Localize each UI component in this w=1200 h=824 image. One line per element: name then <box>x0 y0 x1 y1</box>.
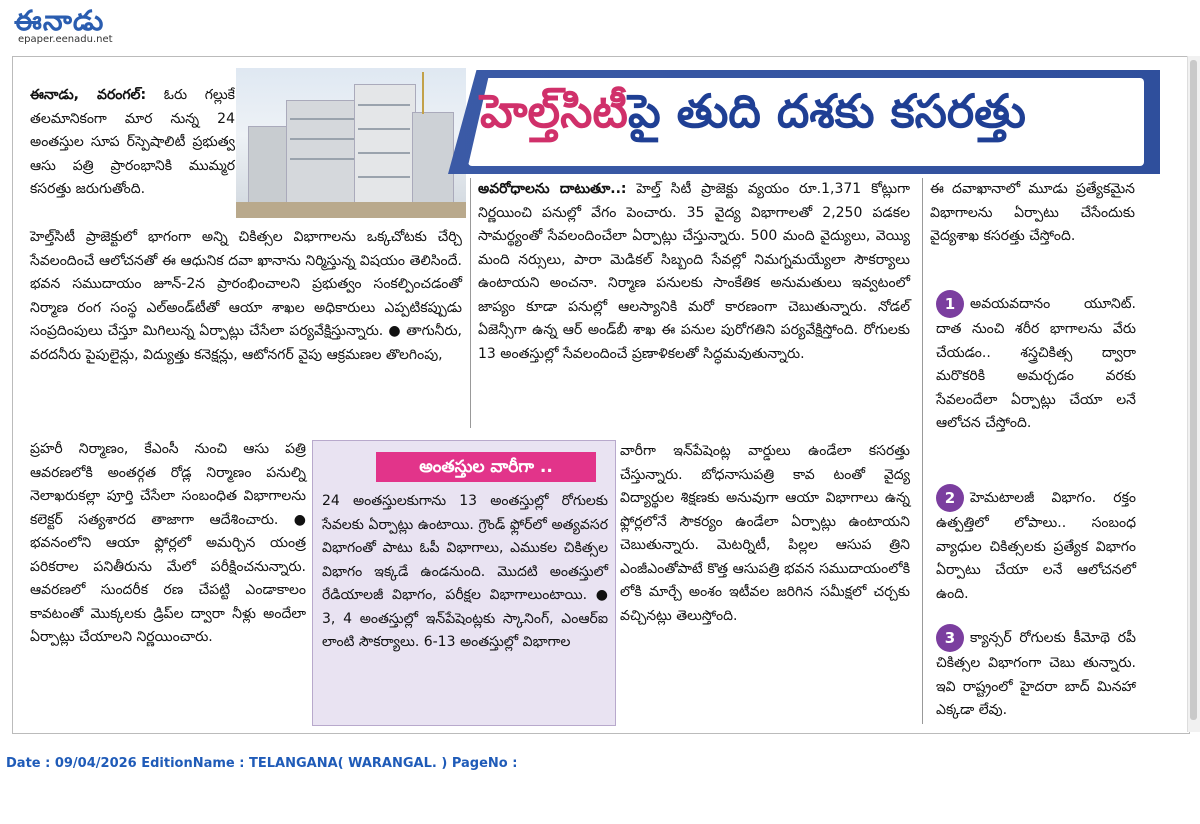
list-item-3 <box>936 624 1136 723</box>
col2-body <box>478 178 910 366</box>
headline-rest: పై తుది దశకు కసరత్తు <box>627 84 1026 138</box>
col1-tail: ప్రహరీ నిర్మాణం, కేఎంసీ నుంచి ఆసు పత్రి ఆవరణలోకి అంతర్గత రోడ్ల నిర్మాణం పనుల్ని నెలాఖరుకల్లా పూర్తి చేసేలా సంబంధిత విభాగాలను కలెక్టర్ సత్యశారద తాజాగా ఆదేశించారు. ● భవనంలోని ఆయా ఫ్లోర్లలో అమర్చిన యంత్ర పరికరాల పనితీరును మేలో పరీక్షించనున్నారు. ఆవరణలో సుందరీక రణ చేపట్టి ఎండాకాలం కావటంతో మొక్కలకు డ్రిప్‌ల ద్వారా నీళ్లు అందేలా ఏర్పాట్లు చేయాలని నిర్ణయించారు. <box>30 441 306 645</box>
number-badge: 2 <box>936 484 964 512</box>
headline-highlight: హెల్త్‌సిటీ <box>480 84 628 138</box>
col4-intro <box>930 178 1135 249</box>
number-badge: 3 <box>936 624 964 652</box>
column-divider <box>922 178 923 724</box>
dateline: ఈనాడు, వరంగల్: <box>30 87 147 103</box>
building-photo <box>236 68 466 218</box>
floors-box-title: అంతస్తుల వారీగా .. <box>376 452 596 482</box>
eenadu-logo[interactable] <box>14 4 124 48</box>
col2-text: హెల్త్ సిటీ ప్రాజెక్టు వ్యయం రూ.1,371 కోట్లుగా నిర్ణయించి పనుల్లో వేగం పెంచారు. 35 వైద్య విభాగాలతో 2,250 పడకల సామర్థ్యంతో సేవలందించేలా ఏర్పాట్లు చేస్తున్నారు. 500 మంది వైద్యులు, వెయ్యి మంది నర్సులు, పారా మెడికల్ సిబ్బంది సేవల్లో నిమగ్నమయ్యేలా సౌకర్యాలు ఉంటాయని అంచనా. నిర్మాణ పనులకు సాంకేతిక అనుమతులు ఇవ్వటంలో జాప్యం కూడా పనుల్లో ఆలస్యానికి మరో కారణంగా చెబుతున్నారు. నోడల్ ఏజెన్సీగా ఉన్న ఆర్ అండ్‌బీ శాఖ ఈ పనుల పురోగతిని పర్యవేక్షిస్తోంది. రోగులకు 13 అంతస్తుల్లో సేవలందించే ప్రణాళికలతో సిద్ధమవుతున్నారు. <box>478 181 910 362</box>
floors-box-col2: వారీగా ఇన్‌పేషెంట్ల వార్డులు ఉండేలా కసరత్తు చేస్తున్నారు. బోధనాసుపత్రి కావ టంతో వైద్య విద్యార్థుల శిక్షణకు అనువుగా ఆయా విభాగాలు ఉన్న ఫ్లోర్లలోనే సౌకర్యం ఉండేలా ఏర్పాట్లు ఉంటాయని చెబుతున్నారు. మెటర్నిటీ, పిల్లల ఆసుప త్రిని ఎంజీఎంతోపాటే కొత్త ఆసుపత్రి భవన సముదాయంలోకి లోకి మార్చే అంశం ఇటీవల జరిగిన సమీక్షలో చర్చకు వచ్చినట్లు తెలుస్తోంది. <box>620 443 910 624</box>
col1-intro <box>30 84 235 202</box>
list-item-text: అవయవదానం యూనిట్. దాత నుంచి శరీర భాగాలను వేరు చేయడం.. శస్త్రచికిత్స ద్వారా మరొకరికి అమర్చడం వరకు సేవలందేలా ఏర్పాట్లు చేయా లనే ఆలోచన చేస్తోంది. <box>936 296 1136 431</box>
subheading: అవరోధాలను దాటుతూ..: <box>478 181 627 197</box>
col1-intro-text: ఓరు గల్లుకే తలమానికంగా మార నున్న 24 అంతస్తుల సూప ర్‌స్పెషాలిటీ ప్రభుత్వ ఆసు పత్రి ప్రారంభానికి ముమ్మర కసరత్తు జరుగుతోంది. <box>30 87 235 197</box>
vertical-scrollbar[interactable] <box>1187 56 1200 732</box>
logo-url: epaper.eenadu.net <box>18 34 113 45</box>
headline <box>480 84 1140 150</box>
list-item-text: హెమటాలజీ విభాగం. రక్తం ఉత్పత్తిలో లోపాలు.. సంబంధ వ్యాధుల చికిత్సలకు ప్రత్యేక విభాగం ఏర్పాటు చేయా లనే ఆలోచనలో ఉంది. <box>936 490 1136 602</box>
scrollbar-thumb[interactable] <box>1190 60 1197 720</box>
floors-box-text: 24 అంతస్తులకుగాను 13 అంతస్తుల్లో రోగులకు సేవలకు ఏర్పాట్లు ఉంటాయి. గ్రౌండ్ ఫ్లోర్‌లో అత్యవసర విభాగంతో పాటు ఓపీ విభాగాలు, ఎముకల చికిత్సల విభాగం ఇక్కడే ఉండనుంది. మొదటి అంతస్తులో రేడియాలజీ విభాగం, పరీక్షల విభాగాలుంటాయి. ● 3, 4 అంతస్తుల్లో ఇన్‌పేషెంట్లకు స్కానింగ్, ఎంఆర్‌ఐ లాంటి సౌకర్యాలు. 6-13 అంతస్తుల్లో విభాగాల <box>322 493 608 650</box>
list-item-1 <box>936 290 1136 436</box>
list-item-2 <box>936 484 1136 606</box>
list-item-text: క్యాన్సర్ రోగులకు కీమోథె రపీ చికిత్సల విభాగంగా చెబు తున్నారు. ఇవి రాష్ట్రంలో హైదరా బాద్ మినహా ఎక్కడా లేవు. <box>936 630 1136 718</box>
edition-footer: Date : 09/04/2026 EditionName : TELANGANA( WARANGAL. ) PageNo : <box>6 756 518 771</box>
logo-text: ఈనాడు <box>14 4 105 37</box>
column-divider <box>470 178 471 428</box>
col1-body: హెల్త్‌సిటీ ప్రాజెక్టులో భాగంగా అన్ని చికిత్సల విభాగాలను ఒక్కచోటకు చేర్చి సేవలందించే ఆలోచనతో ఈ ఆధునిక దవా ఖానాను నిర్మిస్తున్న విషయం తెలిసిందే. భవన సముదాయం జూన్-2న ప్రారంభించాలని ప్రభుత్వం సంకల్పించడంతో నిర్మాణ రంగ సంస్థ ఎల్‌అండ్‌టీతో ఆయా శాఖల అధికారులు ఎప్పటికప్పుడు సంప్రదింపులు చేస్తూ మిగిలున్న ఏర్పాట్లు చేసేలా పర్యవేక్షిస్తున్నారు. ● తాగునీరు, వరదనీరు పైపులైన్లు, విద్యుత్తు కనెక్షన్లు, ఆటోనగర్ వైపు ఆక్రమణల తొలగింపు, <box>30 229 462 363</box>
col4-intro-text: ఈ దవాఖానాలో మూడు ప్రత్యేకమైన విభాగాలను ఏర్పాటు చేసేందుకు వైద్యశాఖ కసరత్తు చేస్తోంది. <box>930 181 1135 244</box>
number-badge: 1 <box>936 290 964 318</box>
